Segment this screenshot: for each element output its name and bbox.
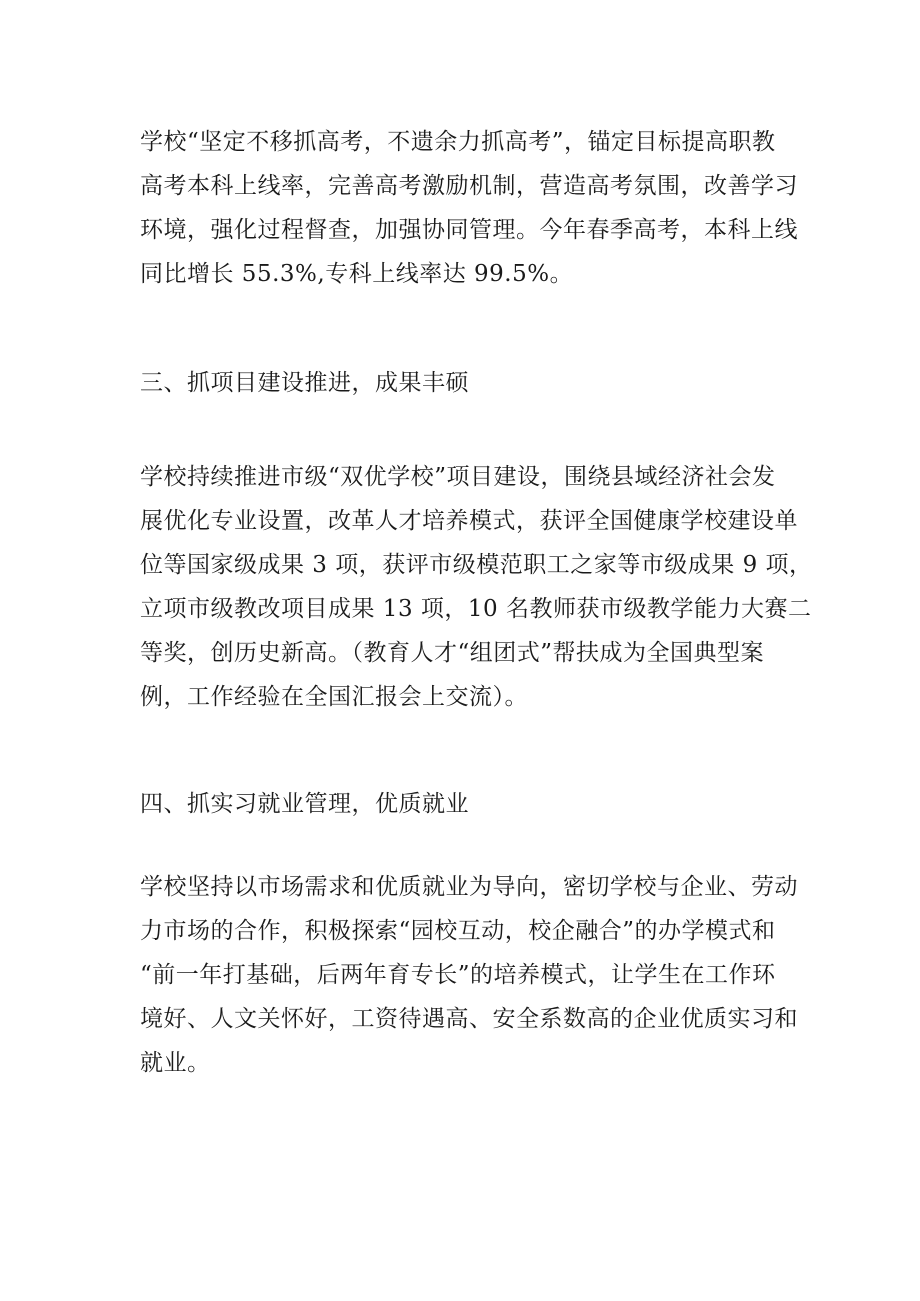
paragraph-line: 学校“坚定不移抓高考，不遗余力抓高考”，锚定目标提高职教 [140, 129, 776, 155]
paragraph-project-construction [140, 455, 813, 719]
paragraph-gaokao-results [140, 120, 798, 296]
paragraph-line: 境好、人文关怀好，工资待遇高、安全系数高的企业优质实习和 [140, 1006, 798, 1032]
paragraph-line: “前一年打基础，后两年育专长”的培养模式，让学生在工作环 [140, 962, 776, 988]
paragraph-line: 就业。 [140, 1050, 211, 1076]
paragraph-line: 位等国家级成果 3 项，获评市级模范职工之家等市级成果 9 项， [140, 552, 813, 578]
paragraph-line: 环境，强化过程督查，加强协同管理。今年春季高考，本科上线 [140, 217, 798, 243]
paragraph-internship-employment [140, 865, 798, 1085]
paragraph-line: 学校坚持以市场需求和优质就业为导向，密切学校与企业、劳动 [140, 874, 798, 900]
paragraph-line: 例，工作经验在全国汇报会上交流）。 [140, 684, 528, 710]
section-heading-projects: 三、抓项目建设推进，成果丰硕 [140, 370, 469, 396]
paragraph-line: 高考本科上线率，完善高考激励机制，营造高考氛围，改善学习 [140, 173, 798, 199]
paragraph-line: 等奖，创历史新高。（教育人才“组团式”帮扶成为全国典型案 [140, 640, 765, 666]
paragraph-line: 学校持续推进市级“双优学校”项目建设，围绕县域经济社会发 [140, 464, 776, 490]
paragraph-line: 展优化专业设置，改革人才培养模式，获评全国健康学校建设单 [140, 508, 798, 534]
section-heading-employment: 四、抓实习就业管理，优质就业 [140, 791, 469, 817]
paragraph-line: 同比增长 55.3%,专科上线率达 99.5%。 [140, 261, 574, 287]
paragraph-line: 力市场的合作，积极探索“园校互动，校企融合”的办学模式和 [140, 918, 776, 944]
paragraph-line: 立项市级教改项目成果 13 项，10 名教师获市级教学能力大赛二 [140, 596, 812, 622]
